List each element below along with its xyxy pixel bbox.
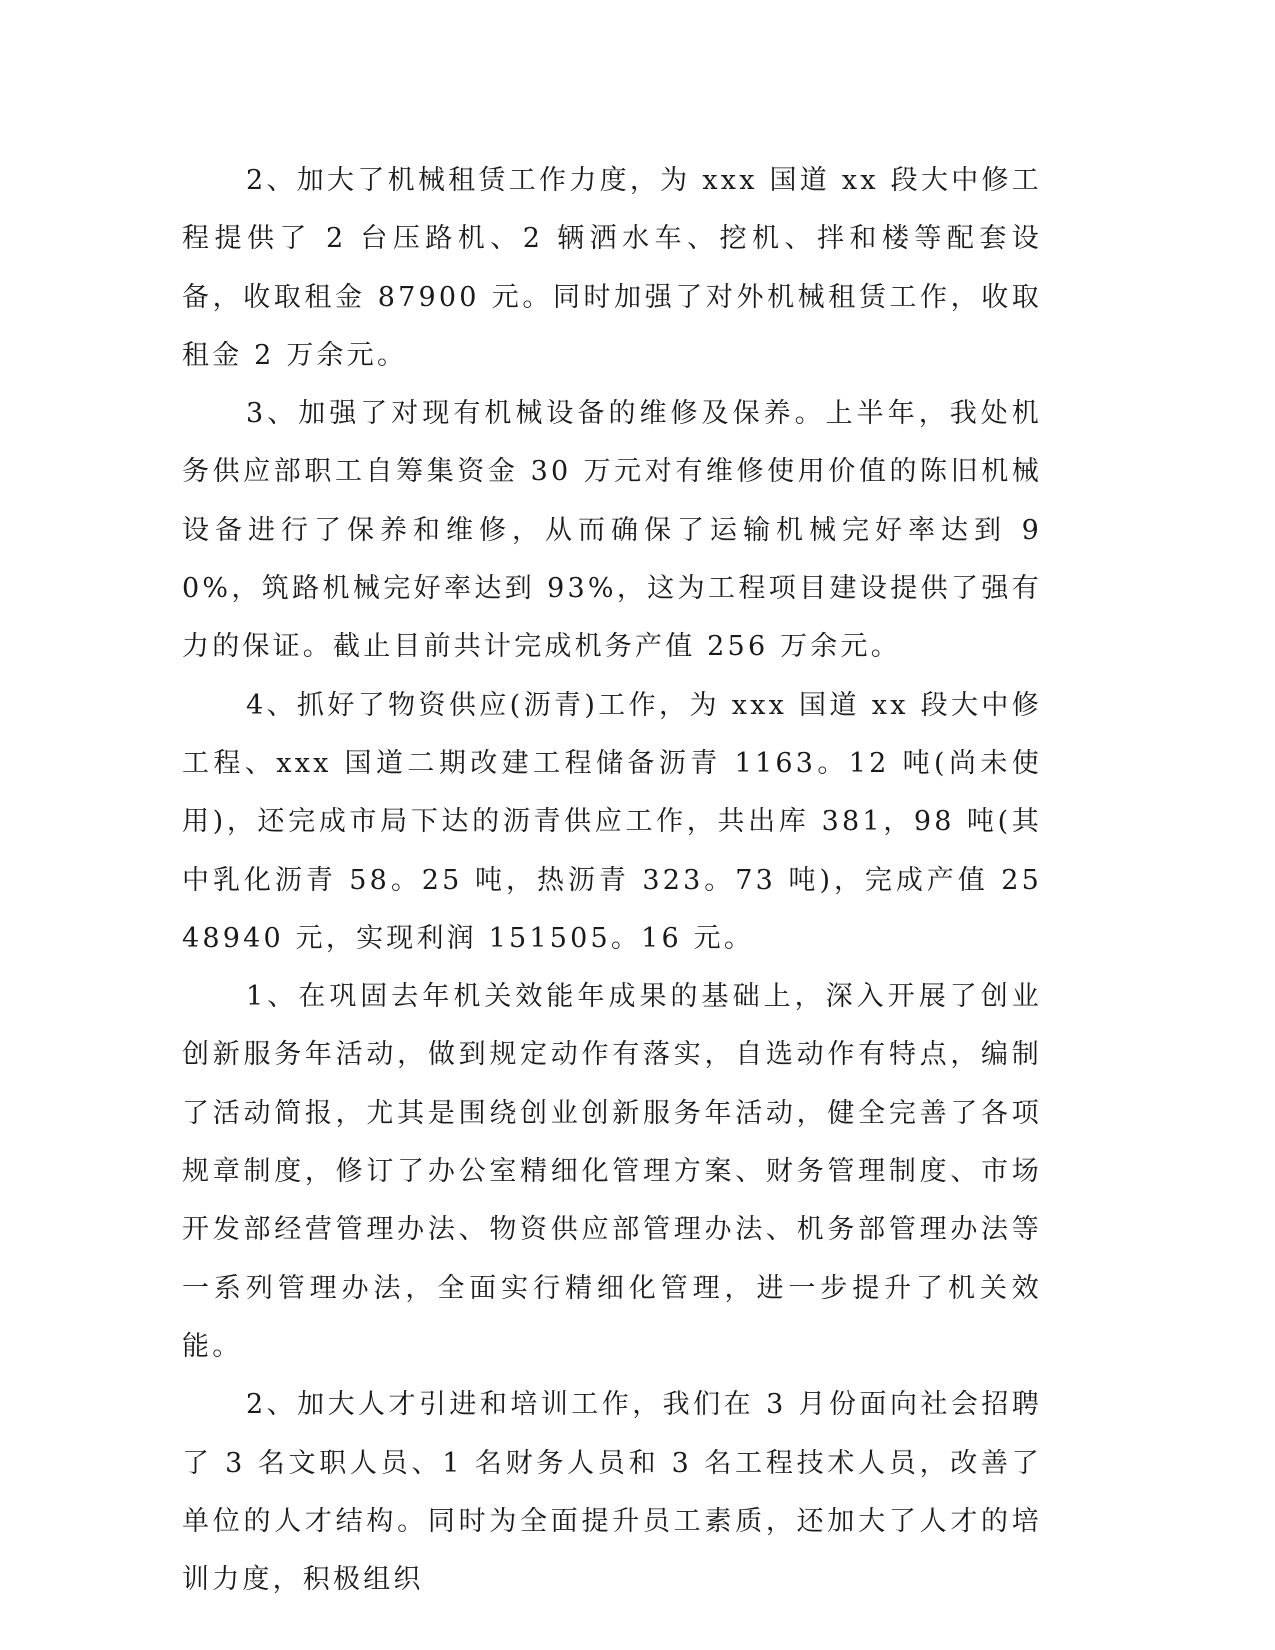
paragraph-machinery-leasing: 2、加大了机械租赁工作力度，为 xxx 国道 xx 段大中修工程提供了 2 台压路机、2 辆洒水车、挖机、拌和楼等配套设备，收取租金 87900 元。同时加强了对外机械租赁工作，收取租金 2 万余元。 (182, 165, 1042, 371)
paragraph-talent-training: 2、加大人才引进和培训工作，我们在 3 月份面向社会招聘了 3 名文职人员、1 名财务人员和 3 名工程技术人员，改善了单位的人才结构。同时为全面提升员工素质，还加大了人才的培训力度，积极组织 (182, 1389, 1042, 1596)
paragraph-asphalt-supply: 4、抓好了物资供应(沥青)工作，为 xxx 国道 xx 段大中修工程、xxx 国道二期改建工程储备沥青 1163。12 吨(尚未使用)，还完成市局下达的沥青供应工作，共出库 381，98 吨(其中乳化沥青 58。25 吨，热沥青 323。73 吨)，完成产值 2548940 元，实现利润 151505。16 元。 (182, 689, 1042, 954)
document-body (182, 152, 1042, 1609)
paragraph-office-efficiency: 1、在巩固去年机关效能年成果的基础上，深入开展了创业创新服务年活动，做到规定动作有落实，自选动作有特点，编制了活动简报，尤其是围绕创业创新服务年活动，健全完善了各项规章制度，修订了办公室精细化管理方案、财务管理制度、市场开发部经营管理办法、物资供应部管理办法、机务部管理办法等一系列管理办法，全面实行精细化管理，进一步提升了机关效能。 (182, 981, 1042, 1362)
paragraph-equipment-maintenance: 3、加强了对现有机械设备的维修及保养。上半年，我处机务供应部职工自筹集资金 30 万元对有维修使用价值的陈旧机械设备进行了保养和维修，从而确保了运输机械完好率达到 90%，筑路机械完好率达到 93%，这为工程项目建设提供了强有力的保证。截止目前共计完成机务产值 256 万余元。 (182, 398, 1042, 663)
